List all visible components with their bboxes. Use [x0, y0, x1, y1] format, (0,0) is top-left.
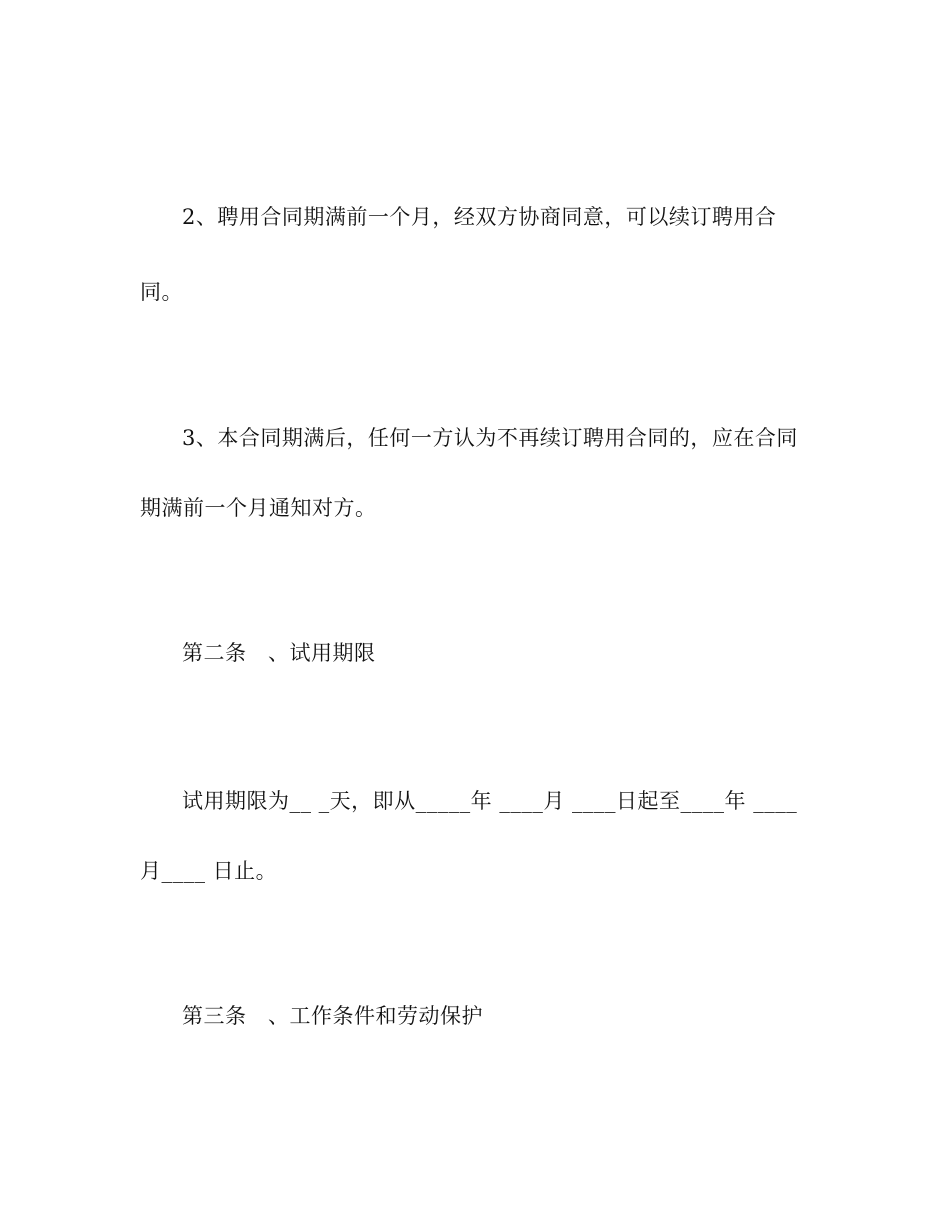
probation-period-line-1: 试用期限为__ _天，即从_____年 ____月 ____日起至____年 ____	[182, 789, 798, 813]
paragraph-termination-line-2: 期满前一个月通知对方。	[140, 496, 377, 520]
paragraph-renewal-line-2: 同。	[140, 280, 183, 304]
paragraph-renewal-line-1: 2、聘用合同期满前一个月，经双方协商同意，可以续订聘用合	[182, 205, 777, 229]
probation-period-line-2: 月____ 日止。	[140, 859, 278, 883]
paragraph-termination-line-1: 3、本合同期满后，任何一方认为不再续订聘用合同的，应在合同	[182, 426, 798, 450]
article-2-heading: 第二条 、试用期限	[182, 641, 376, 665]
article-3-heading: 第三条 、工作条件和劳动保护	[182, 1004, 483, 1028]
